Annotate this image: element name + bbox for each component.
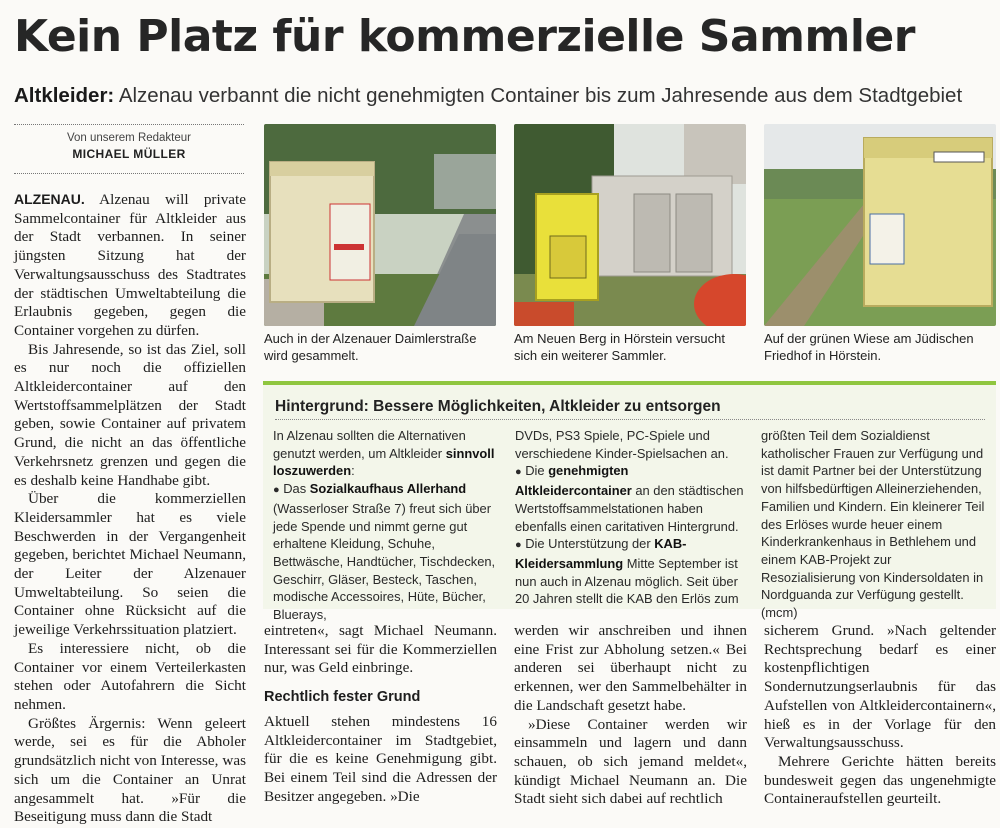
article-paragraph: Größtes Ärgernis: Wenn geleert werde, sei es für die Abholer grundsätzlich nicht von Interesse, was sich um die Container an Unrat angesammelt hat. »Für die Beseitigung muss dann die Stadt xyxy=(14,714,246,826)
box-text: DVDs, PS3 Spiele, PC-Spiele und verschiedene Kinder-Spielsachen an. xyxy=(515,428,729,461)
photo-neuer-berg-image xyxy=(514,124,746,326)
box-emphasis: sinnvoll loszuwerden xyxy=(273,445,495,479)
photo-daimlerstrasse-image xyxy=(264,124,496,326)
byline-author: MICHAEL MÜLLER xyxy=(72,147,186,161)
subheadline-text: Alzenau verbannt die nicht genehmigten Container bis zum Jahresende aus dem Stadtgebiet xyxy=(118,84,963,107)
box-text: Das xyxy=(283,481,307,497)
box-emphasis: genehmigten Altkleidercontainer xyxy=(515,463,632,499)
article-paragraph xyxy=(14,190,246,341)
box-text: an den städtischen Wertstoffsammelstationen haben ebenfalls einen caritativen Hintergrund. xyxy=(515,483,744,534)
article-paragraph: sicherem Grund. »Nach geltender Rechtsprechung bedarf es einer kostenpflichtigen Sondernutzungserlaubnis für das Aufstellen von Altkleidercontainern«, hieß es in der Vorlage für den Verwaltungsausschuss. xyxy=(764,622,996,752)
photo-daimlerstrasse xyxy=(264,124,496,326)
box-emphasis: KAB-Kleidersammlung xyxy=(515,536,687,571)
subheadline-kicker: Altkleider: xyxy=(14,84,115,107)
photo-juedischer-friedhof-image xyxy=(764,124,996,326)
box-text: größten Teil dem Sozialdienst katholischer Frauen zur Verfügung und ist damit Partner bei der Unterstützung von hilfsbedürftigen Alleinerziehenden, Familien und Kindern. Ein kleinerer Teil des Erlöses wurde heuer einem Kinderkrankenhaus in Bethlehem und einem KAB-Projekt zur Resozialisierung von Kindersoldaten in Nordguanda zur Verfügung gestellt. (mcm) xyxy=(761,428,985,621)
box-column-2 xyxy=(515,427,747,608)
article-paragraph: »Diese Container werden wir einsammeln und lagern und dann schauen, ob sich jemand meldet«, kündigt Michael Neumann an. Die Stadt sieht sich dabei auf rechtlich xyxy=(514,715,747,808)
background-info-box xyxy=(263,381,996,623)
section-subheading: Rechtlich fester Grund xyxy=(264,689,421,706)
box-column-3 xyxy=(761,427,987,622)
headline: Kein Platz für kommerzielle Sammler xyxy=(14,11,915,62)
article-column-3 xyxy=(514,622,747,809)
photo-neuer-berg xyxy=(514,124,746,326)
box-text: Die Unterstützung der xyxy=(525,536,651,552)
caption-3: Auf der grünen Wiese am Jüdischen Friedhof in Hörstein. xyxy=(764,331,974,363)
article-paragraph: Über die kommerziellen Kleidersammler hat es viele Beschwerden in der Vergangenheit gegeben, berichtet Michael Neumann, der Leiter der Alzenauer Umweltabteilung. So seien die Container ohne Rücksicht auf die jeweilige Verkehrssituation platziert. xyxy=(14,490,246,639)
caption-2: Am Neuen Berg in Hörstein versucht sich ein weiterer Sammler. xyxy=(514,331,725,363)
article-paragraph: Mehrere Gerichte hätten bereits bundesweit gegen das ungenehmigte Containeraufstellen geurteilt. xyxy=(764,752,996,808)
caption-1: Auch in der Alzenauer Daimlerstraße wird gesammelt. xyxy=(264,331,477,363)
article-paragraph: Bis Jahresende, so ist das Ziel, soll es nur noch die offiziellen Altkleidercontainer auf den Wertstoffsammelplätzen der Stadt geben, sowie Container auf privatem Grund, die nicht an das öffentliche Verkehrsnetz grenzen und gegen die es deshalb keine Handhabe gibt. xyxy=(14,340,246,489)
photo-juedischer-friedhof xyxy=(764,124,996,326)
article-paragraph: eintreten«, sagt Michael Neumann. Interessant sei für die Kommerziellen nur, was Geld einbringe. xyxy=(264,622,497,677)
article-column-1 xyxy=(14,190,246,827)
box-text: Die xyxy=(525,463,545,479)
bullet-icon: ● xyxy=(515,466,522,479)
article-text: Alzenau will private Sammelcontainer für Altkleider aus der Stadt verbannen. In seiner jüngsten Sitzung hat der Verwaltungsausschuss des Stadtrates der städtischen Umweltabteilung die Erlaubnis gegeben, gegen die Container vorgehen zu dürfen. xyxy=(14,191,246,339)
box-text: In Alzenau sollten die Alternativen genutzt werden, um Altkleider xyxy=(273,428,466,461)
subheadline xyxy=(14,84,989,114)
article-paragraph: Aktuell stehen mindestens 16 Altkleidercontainer im Stadtgebiet, für die es keine Genehmigung gibt. Bei einem Teil sind die Adressen der Besitzer angegeben. »Die xyxy=(264,712,497,805)
article-column-2 xyxy=(264,622,497,806)
bullet-icon: ● xyxy=(515,539,522,552)
box-text: Mitte September ist nun auch in Alzenau möglich. Seit über 20 Jahren stellt die KAB den Erlös zum xyxy=(515,555,739,607)
box-divider xyxy=(275,419,985,420)
bullet-icon: ● xyxy=(273,484,280,497)
byline xyxy=(14,124,244,174)
byline-intro: Von unserem Redakteur xyxy=(66,132,192,144)
article-paragraph: Es interessiere nicht, ob die Container vor einem Verteilerkasten stehen oder Autofahrern die Sicht nehmen. xyxy=(14,639,246,713)
box-title: Hintergrund: Bessere Möglichkeiten, Altkleider zu entsorgen xyxy=(275,398,721,415)
box-column-1: In Alzenau sollten die Alternativen genutzt werden, um Altkleider sinnvoll loszuwerden: ● Das Sozialkaufhaus Allerhand (Wasserloser Straße 7) freut sich über jede Spende und nimmt gerne gut erhaltene Kleidung, Schuhe, Bettwäsche, Handtücher, Tischdecken, Geschirr, Gläser, Besteck, Taschen, modische Accessoires, Hüte, Bücher, Bluerays, xyxy=(273,428,496,623)
dateline: ALZENAU. xyxy=(14,191,85,207)
article-paragraph: werden wir anschreiben und ihnen eine Frist zur Abholung setzen.« Bei anderen sei überhaupt nicht zu erkennen, wer den Sammelbehälter in die Landschaft gesetzt habe. xyxy=(514,622,747,714)
article-column-4 xyxy=(764,622,996,809)
box-text: (Wasserloser Straße 7) freut sich über jede Spende und nimmt gerne gut erhaltene Kleidung, Schuhe, Bettwäsche, Handtücher, Tischdecken, Geschirr, Gläser, Besteck, Taschen, modische Accessoires, Hüte, Bücher, Bluerays, xyxy=(273,500,496,623)
box-emphasis: Sozialkaufhaus Allerhand xyxy=(309,481,467,497)
